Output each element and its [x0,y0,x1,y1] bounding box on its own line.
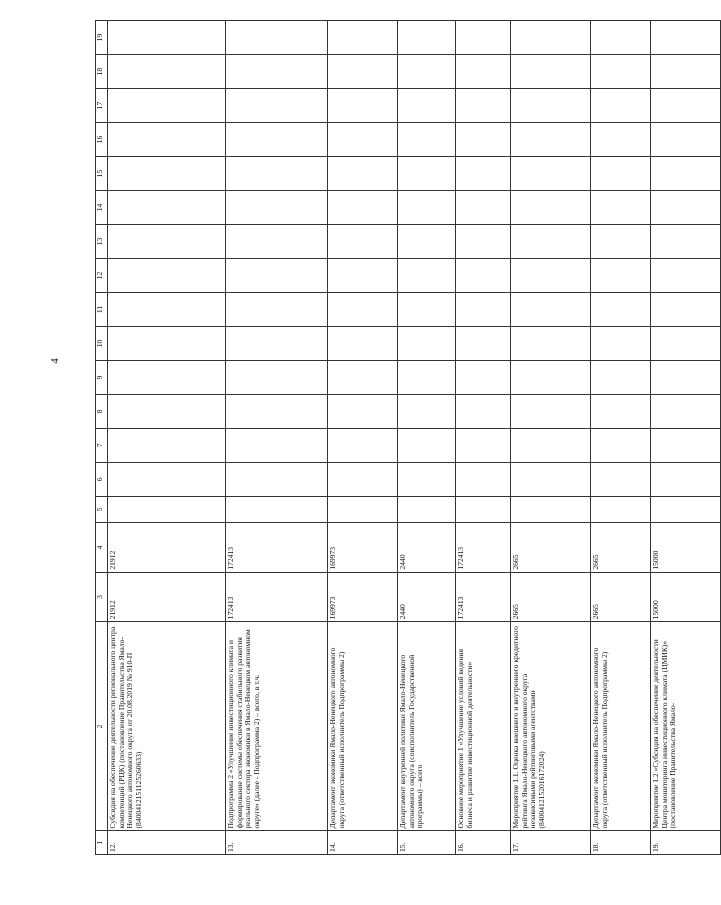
row-value-cell [456,428,511,462]
row-value-cell [108,360,226,394]
column-number-cell: 2 [96,622,108,831]
row-number-cell: 18. [591,831,651,855]
row-value-cell [108,462,226,496]
row-value-cell [398,21,456,55]
row-value-cell [108,21,226,55]
row-value-cell [651,394,721,428]
row-value-cell: 2665 [591,523,651,573]
row-value-cell [398,496,456,522]
row-value-cell [328,224,398,258]
row-value-cell [226,496,328,522]
row-value-cell [591,326,651,360]
row-value-cell [591,55,651,89]
row-value-cell [651,191,721,225]
row-value-cell [398,428,456,462]
column-number-cell: 19 [96,21,108,55]
row-value-cell [591,157,651,191]
row-value-cell: 172413 [226,572,328,622]
row-value-cell [226,191,328,225]
row-value-cell [456,191,511,225]
table-body [96,21,721,855]
row-value-cell [108,55,226,89]
row-value-cell [398,123,456,157]
row-value-cell [108,123,226,157]
row-value-cell [651,55,721,89]
table-row [651,21,721,855]
row-value-cell [456,496,511,522]
column-number-cell: 11 [96,292,108,326]
row-value-cell [591,496,651,522]
row-value-cell [226,394,328,428]
row-value-cell: 2665 [511,572,591,622]
row-value-cell [591,224,651,258]
row-number-cell: 17. [511,831,591,855]
column-number-cell: 9 [96,360,108,394]
row-value-cell [511,55,591,89]
table-row [511,21,591,855]
column-number-cell: 1 [96,831,108,855]
row-value-cell [328,258,398,292]
row-number-cell: 14. [328,831,398,855]
table-row [108,21,226,855]
row-value-cell [591,123,651,157]
row-value-cell [456,462,511,496]
row-value-cell: 2665 [511,523,591,573]
row-value-cell [398,258,456,292]
row-value-cell [651,462,721,496]
row-value-cell: 2440 [398,572,456,622]
row-value-cell [108,496,226,522]
row-value-cell [226,258,328,292]
row-value-cell [328,462,398,496]
row-value-cell [591,462,651,496]
row-value-cell [511,462,591,496]
row-value-cell [651,258,721,292]
row-value-cell [651,224,721,258]
row-value-cell [328,326,398,360]
row-value-cell [591,258,651,292]
row-value-cell [328,394,398,428]
table-row [398,21,456,855]
row-value-cell [511,360,591,394]
column-number-cell: 3 [96,572,108,622]
row-value-cell [108,157,226,191]
row-value-cell [108,326,226,360]
column-number-cell: 5 [96,496,108,522]
row-value-cell [226,462,328,496]
row-value-cell [108,292,226,326]
row-value-cell [328,21,398,55]
row-value-cell [456,292,511,326]
row-description-cell: Мероприятие 1.2 «Субсидия на обеспечение деятельности Центра мониторинга инвестиционного климата (ЦМИК)» (постановление Правительства Ямало- [651,622,721,831]
column-number-cell: 15 [96,157,108,191]
row-description-cell: Субсидия на обеспечение деятельности регионального центра компетенций (РЦК) (постановление Правительства Ямало-Ненецкого автономного округа от 20.08.2019 № 910-П (8400412151125260633) [108,622,226,831]
row-description-cell: Основное мероприятие 1 «Улучшение условий ведения бизнеса и развитие инвестиционной деятельности» [456,622,511,831]
column-number-cell: 14 [96,191,108,225]
column-number-cell: 7 [96,428,108,462]
row-value-cell [511,224,591,258]
row-value-cell: 15000 [651,523,721,573]
row-value-cell [456,224,511,258]
row-value-cell [328,292,398,326]
row-description-cell: Департамент внутренней политики Ямало-Ненецкого автономного округа (соисполнитель Государственной программы) – всего [398,622,456,831]
row-value-cell [591,394,651,428]
row-value-cell [226,326,328,360]
row-value-cell [328,157,398,191]
row-number-cell: 16. [456,831,511,855]
row-value-cell: 172413 [456,572,511,622]
column-number-cell: 4 [96,523,108,573]
row-value-cell [511,292,591,326]
row-value-cell [226,21,328,55]
row-value-cell [511,496,591,522]
row-value-cell [511,157,591,191]
row-value-cell [456,157,511,191]
row-value-cell [108,258,226,292]
row-value-cell [328,360,398,394]
row-value-cell [591,89,651,123]
row-value-cell [511,258,591,292]
row-value-cell [511,394,591,428]
row-value-cell: 21912 [108,523,226,573]
row-value-cell [456,258,511,292]
row-value-cell [226,224,328,258]
row-value-cell [226,89,328,123]
row-value-cell [456,394,511,428]
row-value-cell [398,224,456,258]
column-number-cell: 6 [96,462,108,496]
row-number-cell: 12. [108,831,226,855]
row-value-cell [456,55,511,89]
row-value-cell [511,191,591,225]
row-value-cell [456,89,511,123]
row-value-cell [328,123,398,157]
column-number-cell: 16 [96,123,108,157]
row-value-cell [398,462,456,496]
rotated-table-container [95,20,677,855]
row-number-cell: 19. [651,831,721,855]
row-value-cell [651,496,721,522]
row-value-cell: 21912 [108,572,226,622]
row-value-cell [108,89,226,123]
row-value-cell [108,394,226,428]
row-value-cell [398,191,456,225]
row-value-cell [511,428,591,462]
column-number-cell: 12 [96,258,108,292]
column-number-cell: 8 [96,394,108,428]
row-value-cell [651,292,721,326]
row-value-cell [328,496,398,522]
table-row [591,21,651,855]
row-value-cell [511,21,591,55]
row-value-cell [651,157,721,191]
row-value-cell [226,428,328,462]
column-number-cell: 13 [96,224,108,258]
row-value-cell [456,123,511,157]
row-value-cell [328,428,398,462]
row-value-cell [398,292,456,326]
row-value-cell [456,326,511,360]
column-number-cell: 10 [96,326,108,360]
row-value-cell: 172413 [456,523,511,573]
row-value-cell [108,191,226,225]
row-value-cell [651,428,721,462]
row-value-cell: 2665 [591,572,651,622]
row-value-cell [398,394,456,428]
row-value-cell [651,21,721,55]
row-description-cell: Департамент экономики Ямало-Ненецкого автономного округа (ответственный исполнитель Подпрограммы 2) [328,622,398,831]
row-description-cell: Подпрограмма 2 «Улучшение инвестиционного климата и формирование системы обеспечения стабильного развития реального сектора экономики в Ямало-Ненецком автономном округе» (далее - Подпрограмма 2) – всего, в т.ч. [226,622,328,831]
row-value-cell [511,89,591,123]
column-number-cell: 18 [96,55,108,89]
row-value-cell [651,89,721,123]
column-number-row [96,21,108,855]
column-number-cell: 17 [96,89,108,123]
row-value-cell [651,360,721,394]
row-value-cell [511,123,591,157]
row-value-cell [591,21,651,55]
row-description-cell: Департамент экономики Ямало-Ненецкого автономного округа (ответственный исполнитель Подпрограммы 2) [591,622,651,831]
row-value-cell: 15000 [651,572,721,622]
row-value-cell [398,360,456,394]
row-value-cell [328,191,398,225]
row-value-cell [226,157,328,191]
table-row [328,21,398,855]
row-value-cell [226,55,328,89]
row-value-cell [591,292,651,326]
row-value-cell: 2440 [398,523,456,573]
budget-table [95,20,721,855]
table-row [226,21,328,855]
row-number-cell: 13. [226,831,328,855]
row-value-cell [398,326,456,360]
row-value-cell: 172413 [226,523,328,573]
row-value-cell [591,360,651,394]
table-row [456,21,511,855]
row-value-cell [108,428,226,462]
row-value-cell [328,55,398,89]
row-value-cell [398,89,456,123]
row-value-cell [226,360,328,394]
row-value-cell: 169973 [328,523,398,573]
row-value-cell [591,191,651,225]
row-value-cell: 169973 [328,572,398,622]
row-value-cell [108,224,226,258]
row-value-cell [651,326,721,360]
row-value-cell [328,89,398,123]
row-value-cell [398,55,456,89]
row-value-cell [226,292,328,326]
row-value-cell [456,21,511,55]
row-value-cell [226,123,328,157]
row-value-cell [591,428,651,462]
page-number: 4 [49,358,61,364]
row-number-cell: 15. [398,831,456,855]
row-value-cell [398,157,456,191]
row-description-cell: Мероприятие 1.1. Оценка внешнего и внутреннего кредитного рейтинга Ямало-Ненецкого автономного округа независимыми рейтинговыми агентствами (8400412152016172024) [511,622,591,831]
row-value-cell [456,360,511,394]
row-value-cell [511,326,591,360]
row-value-cell [651,123,721,157]
